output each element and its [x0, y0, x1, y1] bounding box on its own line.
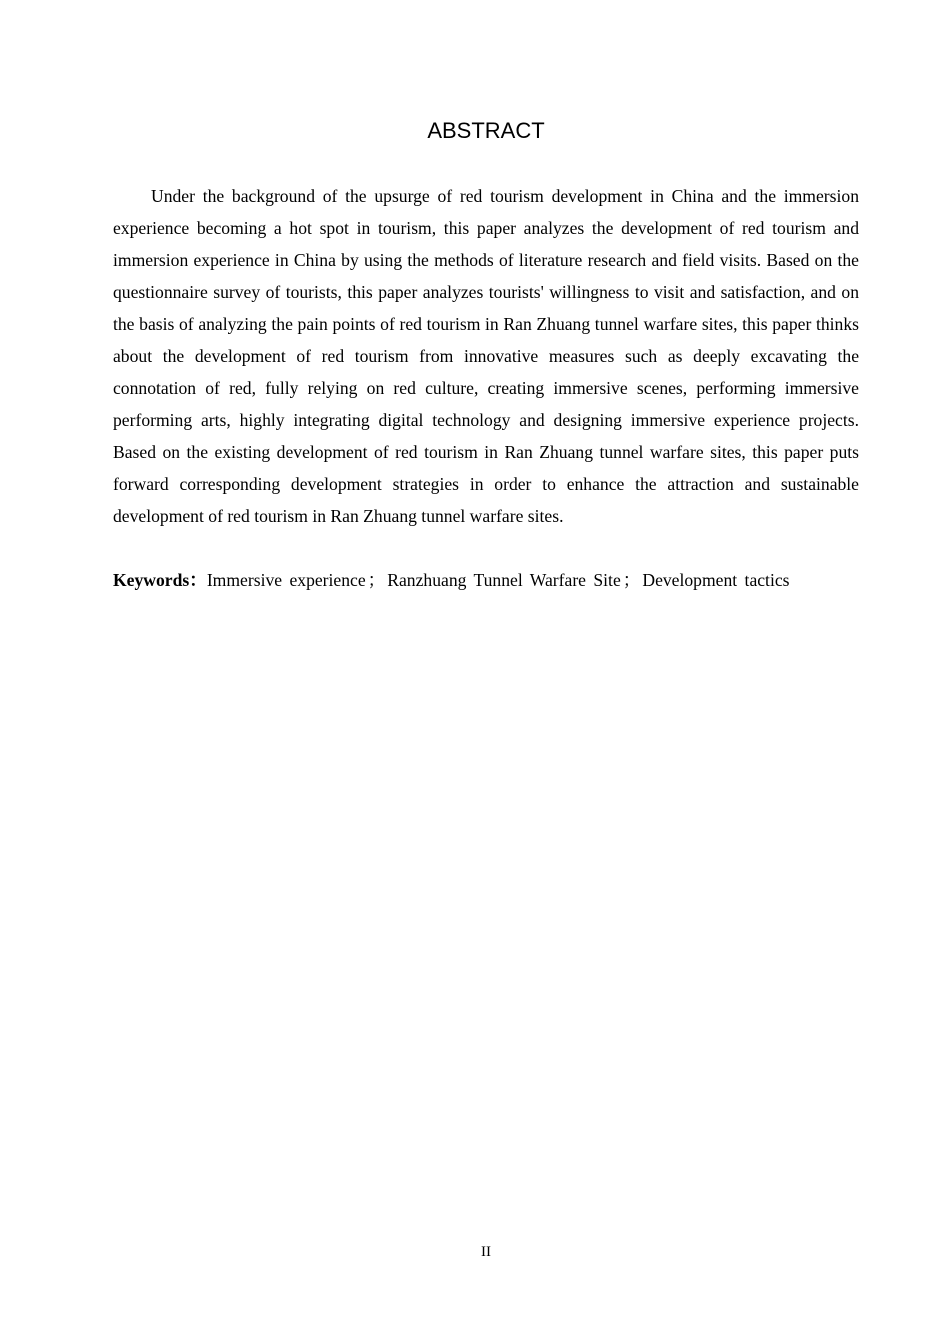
- abstract-title: ABSTRACT: [427, 118, 545, 143]
- keyword-separator: ；: [622, 570, 641, 590]
- keyword-item: Development tactics: [642, 570, 790, 590]
- abstract-body: Under the background of the upsurge of red tourism development in China and the immersion experience becoming a hot spot in tourism, this paper analyzes the development of red tourism and immersion experience in China by using the methods of literature research and field visits. Based on the questionnaire survey of tourists, this paper analyzes tourists' willingness to visit and satisfaction, and on the basis of analyzing the pain points of red tourism in Ran Zhuang tunnel warfare sites, this paper thinks about the development of red tourism from innovative measures such as deeply excavating the connotation of red, fully relying on red culture, creating immersive scenes, performing immersive performing arts, highly integrating digital technology and designing immersive experience projects. Based on the existing development of red tourism in Ran Zhuang tunnel warfare sites, this paper puts forward corresponding development strategies in order to enhance the attraction and sustainable development of red tourism in Ran Zhuang tunnel warfare sites.: [113, 186, 859, 526]
- keyword-item: Immersive experience: [206, 570, 366, 590]
- keyword-separator: ；: [367, 570, 386, 590]
- keywords-label: Keywords：: [113, 570, 207, 590]
- page-number: II: [481, 1244, 491, 1260]
- keyword-item: Ranzhuang Tunnel Warfare Site: [387, 570, 621, 590]
- keywords-line: [113, 564, 873, 596]
